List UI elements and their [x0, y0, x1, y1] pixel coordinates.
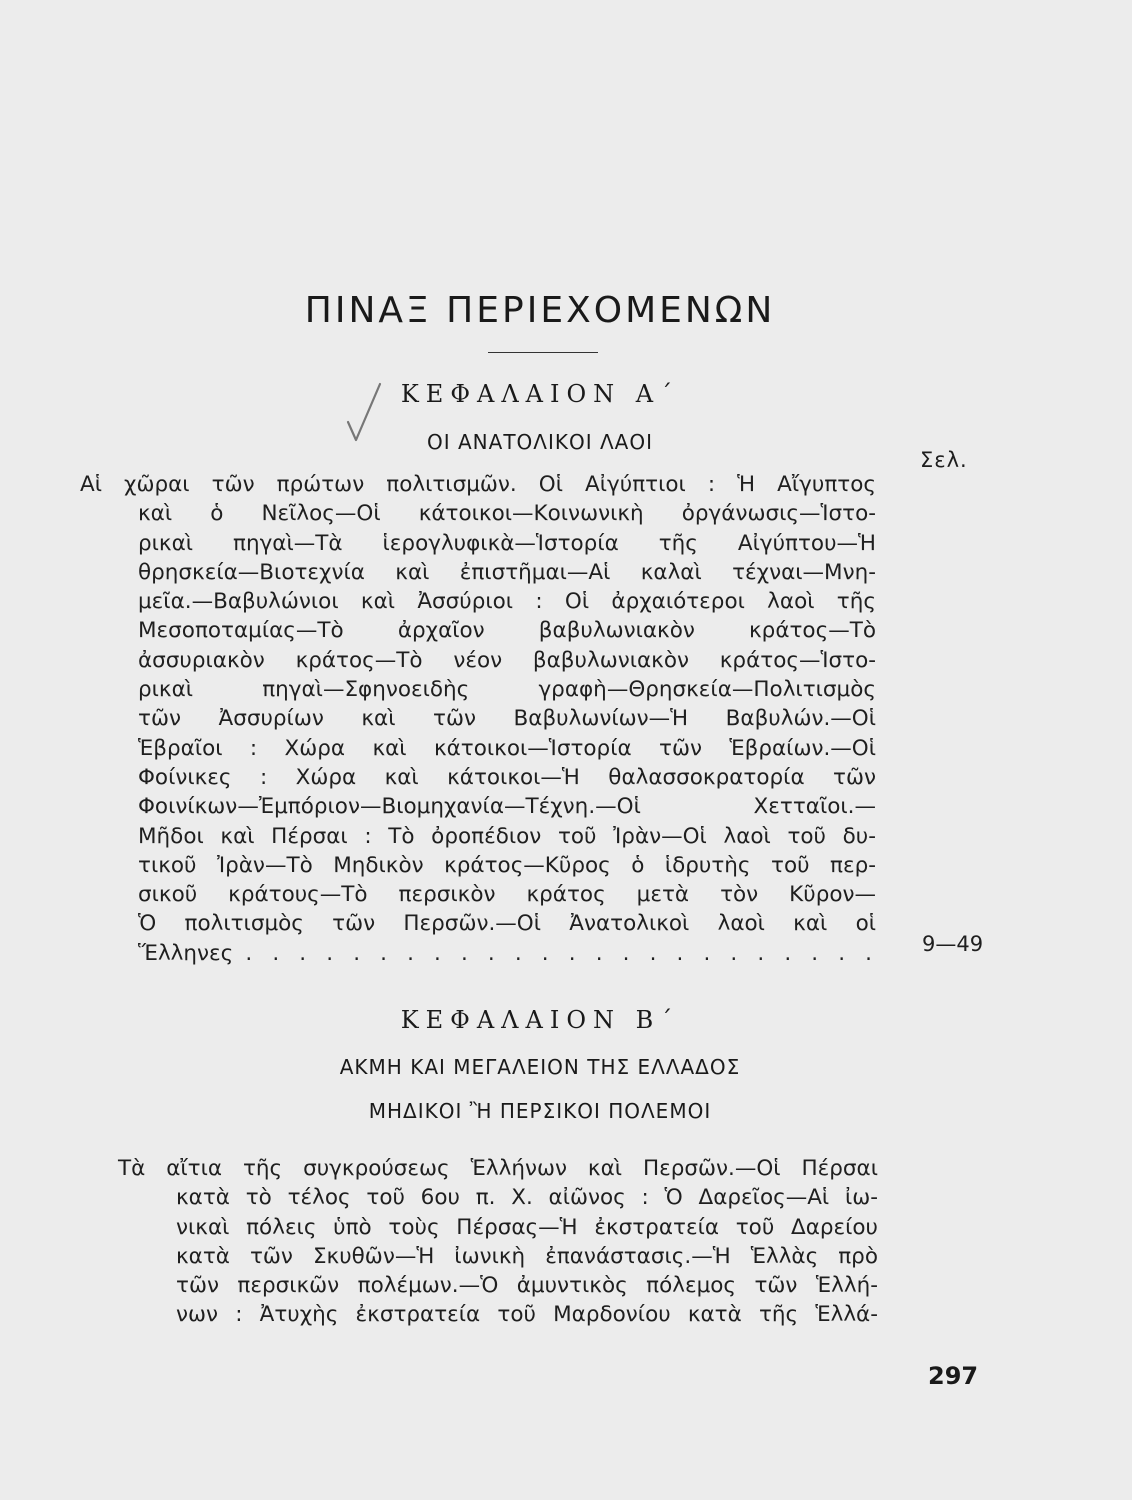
contents-line: νικαὶ πόλεις ὑπὸ τοὺς Πέρσας—Ἡ ἐκστρατεία τοῦ Δαρείου	[176, 1214, 878, 1240]
last-entry-word: Ἕλληνες	[138, 940, 234, 966]
contents-line: Ὁ πολιτισμὸς τῶν Περσῶν.—Οἱ Ἀνατολικοὶ λαοὶ καὶ οἱ	[138, 911, 876, 937]
contents-last-line	[138, 939, 876, 968]
contents-line: Φοινίκων—Ἐμπόριον—Βιομηχανία—Τέχνη.—Οἱ Χετταῖοι.—	[138, 794, 876, 820]
contents-line: Μῆδοι καὶ Πέρσαι : Τὸ ὀροπέδιον τοῦ Ἰρὰν—Οἱ λαοὶ τοῦ δυ-	[138, 823, 876, 849]
contents-line: κατὰ τῶν Σκυθῶν—Ἡ ἰωνικὴ ἐπανάστασις.—Ἡ Ἑλλὰς πρὸ	[176, 1243, 878, 1269]
page-number: 297	[928, 1362, 979, 1390]
chapter-a-heading: ΟΙ ΑΝΑΤΟΛΙΚΟΙ ΛΑΟΙ	[427, 430, 653, 454]
chapter-b-heading-2: ΜΗΔΙΚΟΙ Ἢ ΠΕΡΣΙΚΟΙ ΠΟΛΕΜΟΙ	[368, 1099, 712, 1123]
contents-line: τῶν περσικῶν πολέμων.—Ὁ ἀμυντικὸς πόλεμος τῶν Ἑλλή-	[176, 1273, 878, 1299]
contents-line: Αἱ χῶραι τῶν πρώτων πολιτισμῶν. Οἱ Αἰγύπτιοι : Ἡ Αἴγυπτος	[80, 472, 876, 497]
contents-line: σικοῦ κράτους—Τὸ περσικὸν κράτος μετὰ τὸν Κῦρον—	[138, 882, 876, 908]
contents-line: ἀσσυριακὸν κράτος—Τὸ νέον βαβυλωνιακὸν κράτος—Ἱστο-	[138, 647, 876, 673]
contents-line: νων : Ἀτυχὴς ἐκστρατεία τοῦ Μαρδονίου κατὰ τῆς Ἑλλά-	[176, 1302, 878, 1328]
contents-line: κατὰ τὸ τέλος τοῦ 6ου π. Χ. αἰῶνος : Ὁ Δαρεῖος—Αἱ ἰω-	[176, 1185, 878, 1211]
chapter-a-label: ΚΕΦΑΛΑΙΟΝ Α΄	[400, 380, 680, 408]
contents-line: Ἑβραῖοι : Χώρα καὶ κάτοικοι—Ἱστορία τῶν Ἑβραίων.—Οἱ	[138, 735, 876, 761]
contents-line: ρικαὶ πηγαὶ—Σφηνοειδὴς γραφὴ—Θρησκεία—Πολιτισμὸς	[138, 677, 876, 703]
contents-line: καὶ ὁ Νεῖλος—Οἱ κάτοικοι—Κοινωνικὴ ὀργάνωσις—Ἱστο-	[138, 501, 876, 527]
contents-line: Φοίνικες : Χώρα καὶ κάτοικοι—Ἡ θαλασσοκρατορία τῶν	[138, 764, 876, 790]
title-rule	[488, 352, 598, 353]
page-title: ΠΙΝΑΞ ΠΕΡΙΕΧΟΜΕΝΩΝ	[304, 290, 776, 331]
contents-line: θρησκεία—Βιοτεχνία καὶ ἐπιστῆμαι—Αἱ καλαὶ τέχναι—Μνη-	[138, 559, 876, 585]
contents-line: μεῖα.—Βαβυλώνιοι καὶ Ἀσσύριοι : Οἱ ἀρχαιότεροι λαοὶ τῆς	[138, 589, 876, 615]
chapter-b-label: ΚΕΦΑΛΑΙΟΝ Β΄	[400, 1006, 680, 1034]
page-column-label: Σελ.	[920, 448, 968, 472]
chapter-a-pages: 9—49	[922, 932, 984, 956]
contents-line: Μεσοποταμίας—Τὸ ἀρχαῖον βαβυλωνιακὸν κράτος—Τὸ	[138, 618, 876, 644]
chapter-b-contents	[118, 1154, 878, 1330]
contents-line: τικοῦ Ἰρὰν—Τὸ Μηδικὸν κράτος—Κῦρος ὁ ἱδρυτὴς τοῦ περ-	[138, 852, 876, 878]
chapter-a-contents	[80, 470, 876, 968]
contents-line: τῶν Ἀσσυρίων καὶ τῶν Βαβυλωνίων—Ἡ Βαβυλών.—Οἱ	[138, 706, 876, 732]
contents-line: Τὰ αἴτια τῆς συγκρούσεως Ἑλλήνων καὶ Περσῶν.—Οἱ Πέρσαι	[118, 1156, 878, 1181]
dot-leader: . . . . . . . . . . . . . . . . . . . . . . . .	[245, 940, 876, 966]
chapter-b-heading-1: ΑΚΜΗ ΚΑΙ ΜΕΓΑΛΕΙΟΝ ΤΗΣ ΕΛΛΑΔΟΣ	[339, 1055, 741, 1079]
contents-line: ρικαὶ πηγαὶ—Τὰ ἱερογλυφικὰ—Ἱστορία τῆς Αἰγύπτου—Ἡ	[138, 530, 876, 556]
